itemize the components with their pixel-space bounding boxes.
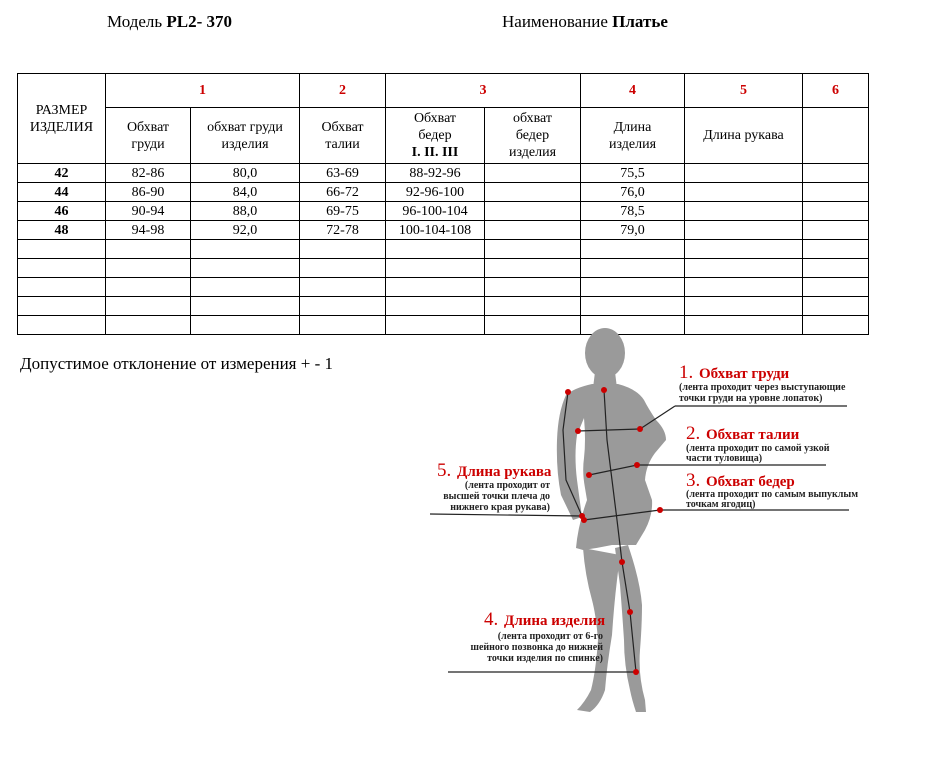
label-sleeve-length-name: Длина рукава	[457, 464, 552, 480]
group-number-1: 1	[106, 74, 300, 108]
column-header-5: обхват бедер изделия	[485, 108, 581, 164]
group-number-2: 2	[300, 74, 386, 108]
table-cell: 79,0	[581, 221, 685, 240]
table-cell: 63-69	[300, 164, 386, 183]
label-hips-note-2: точкам ягодиц)	[686, 499, 756, 510]
size-header: РАЗМЕР ИЗДЕЛИЯ	[18, 74, 106, 164]
table-cell: 66-72	[300, 183, 386, 202]
table-cell: 69-75	[300, 202, 386, 221]
column-header-1: Обхват груди	[106, 108, 191, 164]
table-cell: 88,0	[191, 202, 300, 221]
label-waist-number: 2.	[686, 423, 701, 444]
table-cell: 84,0	[191, 183, 300, 202]
group-number-3: 3	[386, 74, 581, 108]
group-number-4: 4	[581, 74, 685, 108]
label-chest-note-2: точки груди на уровне лопаток)	[679, 393, 823, 404]
label-garment-length-name: Длина изделия	[504, 613, 606, 629]
label-waist-note-1: (лента проходит по самой узкой	[686, 443, 830, 454]
label-sleeve-length-number: 5.	[437, 460, 452, 481]
size-cell: 42	[18, 164, 106, 183]
label-garment-length-note-1: (лента проходит от 6-го	[497, 631, 603, 642]
model-label: Модель	[107, 12, 163, 31]
table-cell: 78,5	[581, 202, 685, 221]
size-cell: 46	[18, 202, 106, 221]
label-hips-name: Обхват бедер	[706, 474, 795, 490]
label-sleeve-length-note-3: нижнего края рукава)	[450, 502, 550, 513]
label-hips	[686, 470, 858, 510]
label-sleeve-length-note-2: высшей точки плеча до	[443, 491, 550, 502]
table-cell: 100-104-108	[386, 221, 485, 240]
size-cell: 44	[18, 183, 106, 202]
column-header-6: Длина изделия	[581, 108, 685, 164]
label-waist-name: Обхват талии	[706, 427, 800, 443]
table-cell: 94-98	[106, 221, 191, 240]
label-garment-length-number: 4.	[484, 609, 499, 630]
label-garment-length-note-2: шейного позвонка до нижней	[470, 642, 603, 653]
table-cell: 80,0	[191, 164, 300, 183]
size-cell: 48	[18, 221, 106, 240]
table-cell: 96-100-104	[386, 202, 485, 221]
column-header-7: Длина рукава	[685, 108, 803, 164]
label-garment-length-note-3: точки изделия по спинке)	[487, 653, 603, 664]
tolerance-note: Допустимое отклонение от измерения + - 1	[20, 354, 333, 373]
table-cell: 76,0	[581, 183, 685, 202]
group-number-5: 5	[685, 74, 803, 108]
column-header-4: Обхват бедер I. II. III	[386, 108, 485, 164]
model-value: PL2- 370	[166, 12, 233, 31]
label-waist-note-2: части туловища)	[686, 453, 763, 464]
label-sleeve-length	[437, 460, 552, 513]
label-hips-number: 3.	[686, 470, 701, 491]
label-hips-note-1: (лента проходит по самым выпуклым	[686, 489, 859, 500]
column-header-3: Обхват талии	[300, 108, 386, 164]
label-waist	[686, 423, 830, 464]
label-chest-name: Обхват груди	[699, 366, 790, 382]
table-cell: 82-86	[106, 164, 191, 183]
name-label: Наименование	[502, 12, 608, 31]
table-cell: 86-90	[106, 183, 191, 202]
label-garment-length	[471, 609, 606, 664]
table-cell: 75,5	[581, 164, 685, 183]
table-cell: 92-96-100	[386, 183, 485, 202]
label-chest-note-1: (лента проходит через выступающие	[679, 382, 846, 393]
label-sleeve-length-note-1: (лента проходит от	[464, 480, 550, 491]
label-chest-number: 1.	[679, 362, 694, 383]
label-chest	[679, 362, 846, 404]
table-cell: 72-78	[300, 221, 386, 240]
name-value: Платье	[612, 12, 668, 31]
table-cell: 88-92-96	[386, 164, 485, 183]
group-number-6: 6	[803, 74, 869, 108]
table-cell: 90-94	[106, 202, 191, 221]
column-header-2: обхват груди изделия	[191, 108, 300, 164]
table-cell: 92,0	[191, 221, 300, 240]
